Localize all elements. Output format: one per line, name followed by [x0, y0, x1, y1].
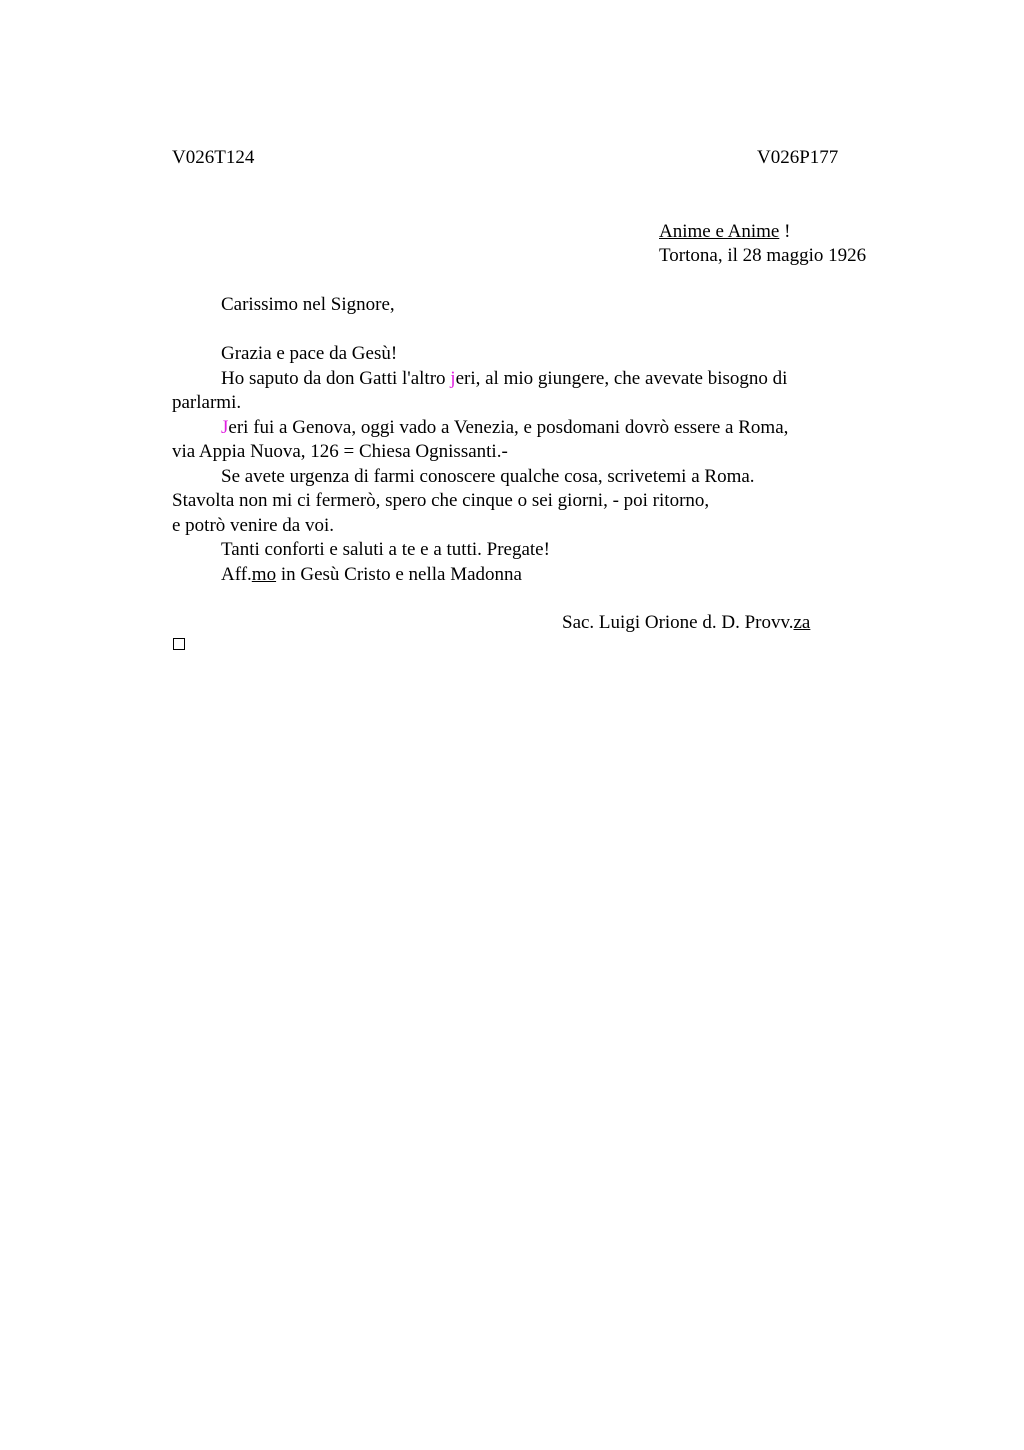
- greeting: Grazia e pace da Gesù!: [221, 343, 398, 364]
- document-code-right: V026P177: [757, 147, 839, 168]
- highlight-letter: J: [221, 416, 229, 438]
- closing-underlined: mo: [251, 563, 277, 585]
- paragraph-1-text-b: eri, al mio giungere, che avevate bisogno di: [455, 367, 788, 389]
- paragraph-1-text-a: Ho saputo da don Gatti l'altro: [221, 367, 451, 389]
- paragraph-4: Tanti conforti e saluti a te e a tutti. Pregate!: [221, 539, 550, 560]
- signature-underlined: za: [793, 612, 811, 633]
- letter-body: [172, 293, 872, 587]
- closing-text-b: in Gesù Cristo e nella Madonna: [276, 563, 522, 585]
- paragraph-2: [172, 416, 872, 441]
- closing-text-a: Aff.: [221, 563, 252, 585]
- paragraph-2-text: eri fui a Genova, oggi vado a Venezia, e posdomani dovrò essere a Roma,: [228, 416, 789, 438]
- paragraph-3-continuation-2: e potrò venire da voi.: [172, 514, 334, 536]
- motto: [659, 220, 790, 244]
- signature-text: Sac. Luigi Orione d. D. Provv.: [562, 612, 794, 633]
- paragraph-2-continuation: via Appia Nuova, 126 = Chiesa Ognissanti.-: [172, 441, 508, 462]
- paragraph-1: [172, 367, 872, 392]
- closing: [172, 563, 872, 588]
- paragraph-3-continuation-1: Stavolta non mi ci fermerò, spero che cinque o sei giorni, - poi ritorno,: [172, 490, 710, 511]
- end-box-icon: [173, 638, 185, 650]
- highlight-letter: j: [450, 367, 456, 389]
- paragraph-3: Se avete urgenza di farmi conoscere qualche cosa, scrivetemi a Roma.: [221, 465, 755, 487]
- motto-underlined: Anime e Anime: [659, 221, 780, 242]
- salutation: Carissimo nel Signore,: [221, 294, 395, 315]
- document-code-left: V026T124: [172, 147, 255, 168]
- place-date: Tortona, il 28 maggio 1926: [659, 245, 867, 266]
- signature: [562, 611, 810, 635]
- motto-suffix: !: [779, 221, 791, 242]
- paragraph-1-continuation: parlarmi.: [172, 392, 242, 413]
